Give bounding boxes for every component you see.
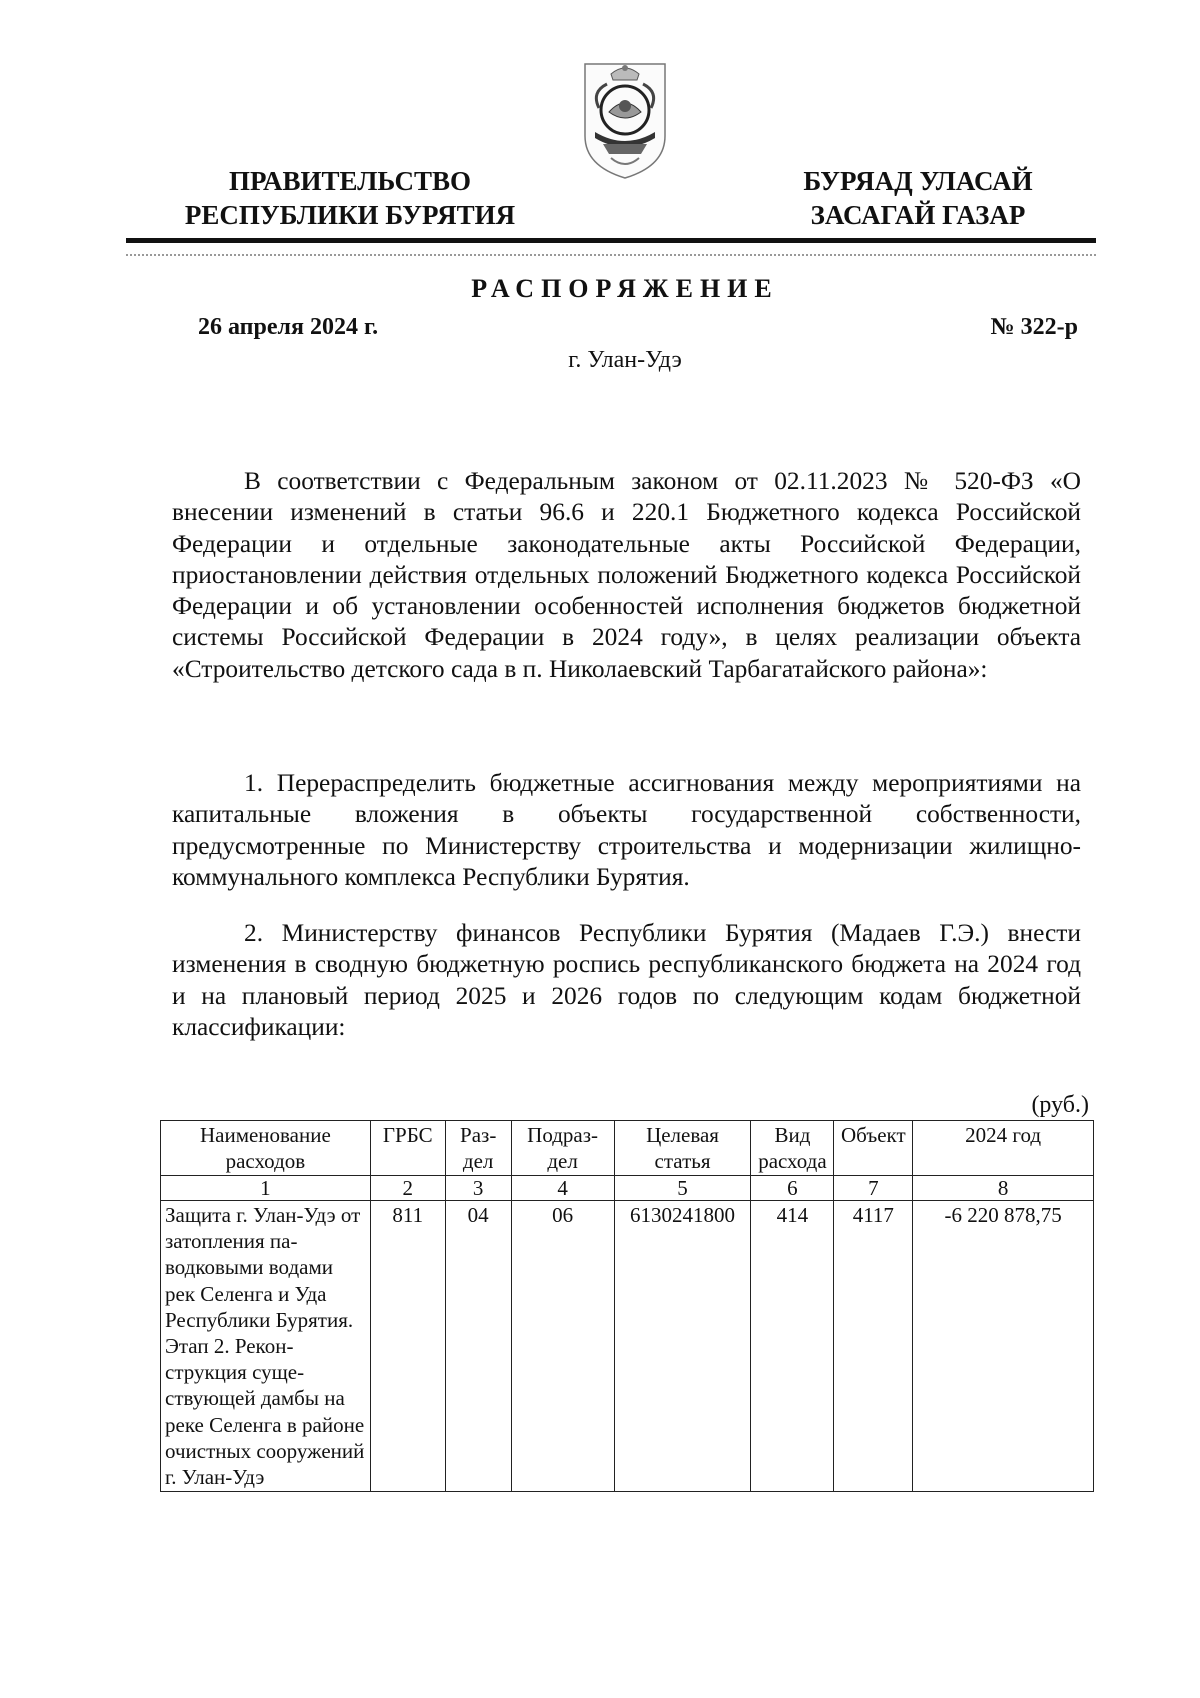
target-article-cell: 6130241800 — [614, 1201, 751, 1492]
amount-2024-cell: -6 220 878,75 — [913, 1201, 1094, 1492]
coat-of-arms-icon — [581, 58, 669, 180]
table-header-row — [161, 1121, 1094, 1176]
document-city: г. Улан-Удэ — [568, 347, 682, 373]
column-header: Наименование расходов — [161, 1121, 371, 1176]
column-number-row — [161, 1176, 1094, 1201]
grbs-cell: 811 — [370, 1201, 445, 1492]
subsection-cell: 06 — [511, 1201, 614, 1492]
header-divider-dotted — [126, 254, 1096, 256]
column-number: 7 — [834, 1176, 913, 1201]
column-number: 3 — [445, 1176, 511, 1201]
expense-type-cell: 414 — [751, 1201, 834, 1492]
clause-1-paragraph: 1. Перераспределить бюджетные ассигнования между мероприятиями на капитальные вложения в объекты государственной собственности, предусмотренные по Министерству строительства и модернизации жилищно-коммунального комплекса Республики Бурятия. — [172, 769, 1081, 891]
column-header: Подраздел — [511, 1121, 614, 1176]
column-number: 6 — [751, 1176, 834, 1201]
issuer-name-buryat-line-2: ЗАСАГАЙ ГАЗАР — [810, 200, 1026, 230]
column-number: 5 — [614, 1176, 751, 1201]
document-date: 26 апреля 2024 г. — [198, 314, 379, 340]
table-row — [161, 1201, 1094, 1492]
column-header: ГРБС — [370, 1121, 445, 1176]
column-number: 2 — [370, 1176, 445, 1201]
section-cell: 04 — [445, 1201, 511, 1492]
column-header: Объект — [834, 1121, 913, 1176]
expense-name-cell: Защита г. Улан-Удэ от затопления паводковыми водами рек Селенга и Уда Республики Бурятия. Этап 2. Реконструкция существующей дамбы на реке Селенга в районе очистных сооружений г. Улан-Удэ — [161, 1201, 371, 1492]
preamble-paragraph: В соответствии с Федеральным законом от 02.11.2023 № 520-ФЗ «О внесении изменений в статьи 96.6 и 220.1 Бюджетного кодекса Российской Федерации и отдельные законодательные акты Российской Федерации, приостановлении действия отдельных положений Бюджетного кодекса Российской Федерации и об установлении особенностей исполнения бюджетов бюджетной системы Российской Федерации в 2024 году», в целях реализации объекта «Строительство детского сада в п. Николаевский Тарбагатайского района»: — [172, 467, 1081, 683]
issuer-name-buryat — [768, 164, 1068, 232]
budget-classification-table — [160, 1120, 1094, 1492]
issuer-name-russian — [160, 164, 540, 232]
object-cell: 4117 — [834, 1201, 913, 1492]
table-unit-label: (руб.) — [1031, 1092, 1089, 1118]
column-header: Раздел — [445, 1121, 511, 1176]
column-number: 4 — [511, 1176, 614, 1201]
column-number: 8 — [913, 1176, 1094, 1201]
clause-2-paragraph: 2. Министерству финансов Республики Бурятия (Мадаев Г.Э.) внести изменения в сводную бюджетную роспись республиканского бюджета на 2024 год и на плановый период 2025 и 2026 годов по следующим кодам бюджетной классификации: — [172, 919, 1081, 1041]
column-header: 2024 год — [913, 1121, 1094, 1176]
issuer-name-line-1: ПРАВИТЕЛЬСТВО — [228, 166, 472, 196]
document-type: РАСПОРЯЖЕНИЕ — [471, 274, 779, 303]
issuer-name-line-2: РЕСПУБЛИКИ БУРЯТИЯ — [184, 200, 516, 230]
document-number: № 322-р — [990, 314, 1078, 340]
column-header: Вид расхода — [751, 1121, 834, 1176]
column-header: Целевая статья — [614, 1121, 751, 1176]
column-number: 1 — [161, 1176, 371, 1201]
issuer-name-buryat-line-1: БУРЯАД УЛАСАЙ — [803, 166, 1033, 196]
header-divider-thick — [126, 238, 1096, 243]
